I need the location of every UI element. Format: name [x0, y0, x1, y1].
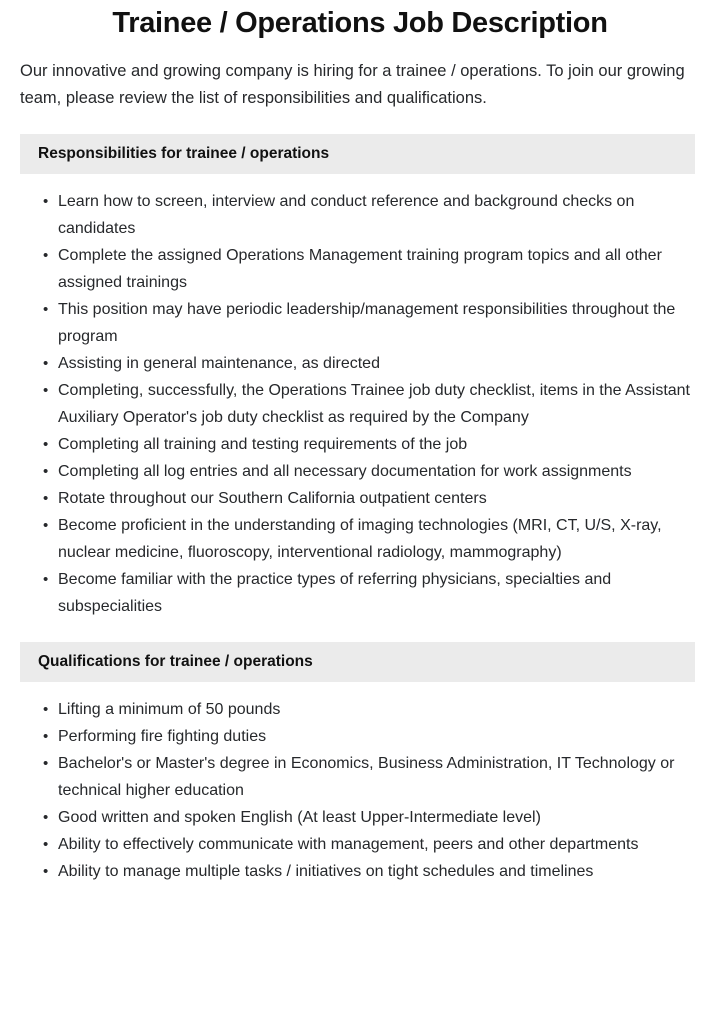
list-item: • Good written and spoken English (At least Upper-Intermediate level) [0, 804, 695, 831]
list-item: • Lifting a minimum of 50 pounds [0, 696, 695, 723]
list-item: • Completing, successfully, the Operations Trainee job duty checklist, items in the Assistant Auxiliary Operator's job duty checklist as required by the Company [0, 377, 695, 431]
list-item: • Complete the assigned Operations Management training program topics and all other assigned trainings [0, 242, 695, 296]
responsibilities-list [0, 188, 720, 620]
responsibilities-section [0, 134, 720, 620]
page-title: Trainee / Operations Job Description [112, 7, 608, 39]
responsibilities-section-header: Responsibilities for trainee / operations [20, 134, 695, 174]
list-item: • Completing all log entries and all necessary documentation for work assignments [0, 458, 695, 485]
list-item: • Bachelor's or Master's degree in Economics, Business Administration, IT Technology or technical higher education [0, 750, 695, 804]
list-item: • Ability to effectively communicate with management, peers and other departments [0, 831, 695, 858]
qualifications-section [0, 642, 720, 885]
list-item: • Ability to manage multiple tasks / initiatives on tight schedules and timelines [0, 858, 695, 885]
list-item: • Become proficient in the understanding of imaging technologies (MRI, CT, U/S, X-ray, nuclear medicine, fluoroscopy, interventional radiology, mammography) [0, 512, 695, 566]
list-item: • Assisting in general maintenance, as directed [0, 350, 695, 377]
list-item: • This position may have periodic leadership/management responsibilities throughout the program [0, 296, 695, 350]
qualifications-section-header: Qualifications for trainee / operations [20, 642, 695, 682]
list-item: • Learn how to screen, interview and conduct reference and background checks on candidates [0, 188, 695, 242]
list-item: • Completing all training and testing requirements of the job [0, 431, 695, 458]
intro-paragraph: Our innovative and growing company is hiring for a trainee / operations. To join our growing team, please review the list of responsibilities and qualifications. [20, 62, 685, 107]
list-item: • Become familiar with the practice types of referring physicians, specialties and subspecialities [0, 566, 695, 620]
qualifications-list [0, 696, 720, 885]
list-item: • Rotate throughout our Southern California outpatient centers [0, 485, 695, 512]
list-item: • Performing fire fighting duties [0, 723, 695, 750]
